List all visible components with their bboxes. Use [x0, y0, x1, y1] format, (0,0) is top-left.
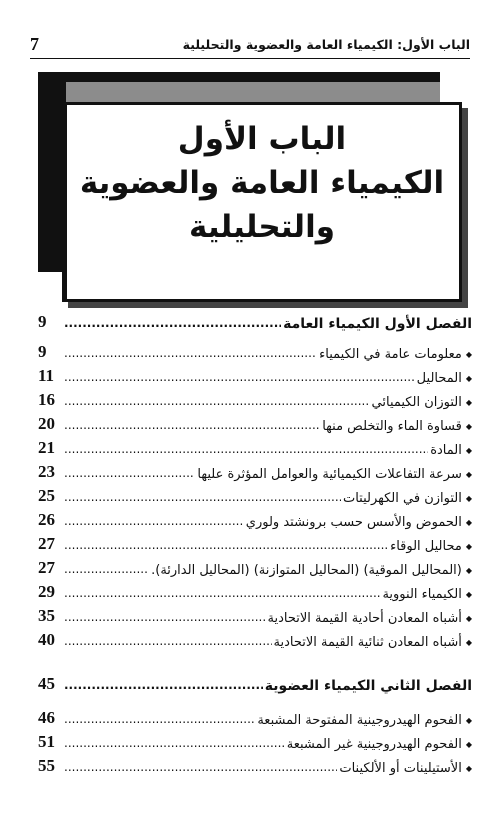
bullet-icon: ◆ — [465, 374, 472, 383]
toc-entry[interactable] — [38, 506, 472, 530]
toc-leader-dots — [64, 632, 272, 650]
toc-entry-text — [370, 395, 472, 410]
toc-entry-title: (المحاليل الموقية) (المحاليل المتوازنة) (المحاليل الدارئة). — [151, 563, 462, 578]
toc-entry-title: المادة — [430, 443, 462, 458]
toc-page-number: 9 — [38, 312, 47, 331]
toc-leader-dots — [64, 440, 428, 458]
bullet-icon: ◆ — [465, 470, 472, 479]
toc-entry-title: الأستيلينات أو الألكينات — [339, 761, 462, 776]
toc-entry-text — [317, 347, 472, 362]
toc-entry[interactable] — [38, 458, 472, 482]
toc-leader-dots — [64, 488, 341, 506]
toc-page-number: 26 — [38, 510, 55, 529]
bullet-icon: ◆ — [465, 566, 472, 575]
toc-entry[interactable] — [38, 626, 472, 650]
toc-entry-text — [380, 587, 472, 602]
toc-entry-title: الفحوم الهيدروجينية غير المشبعة — [286, 737, 462, 752]
toc-entry-title: المحاليل — [416, 371, 462, 386]
toc-page-number: 51 — [38, 732, 55, 751]
toc-leader-dots — [64, 464, 195, 482]
toc-entry[interactable] — [38, 362, 472, 386]
toc-entry-text — [272, 635, 473, 650]
toc-page-number: 27 — [38, 534, 55, 553]
toc-page-number: 29 — [38, 582, 55, 601]
toc-entry-text — [337, 761, 472, 776]
chapter-title-box — [32, 72, 472, 304]
toc-page-number: 16 — [38, 390, 55, 409]
toc-page-number: 45 — [38, 674, 55, 693]
toc-entry-title: الحموض والأسس حسب برونشتد ولوري — [245, 515, 462, 530]
toc-entry-text — [415, 371, 472, 386]
toc-leader-dots — [64, 392, 370, 410]
toc-entry[interactable] — [38, 434, 472, 458]
toc-entry[interactable] — [38, 578, 472, 602]
chapter-title-line-3: والتحليلية — [189, 209, 335, 245]
toc-page-number: 40 — [38, 630, 55, 649]
toc-entry-title: سرعة التفاعلات الكيميائية والعوامل المؤثرة عليها — [197, 467, 462, 482]
toc-page-number: 11 — [38, 366, 55, 385]
toc-entry[interactable] — [38, 410, 472, 434]
toc-leader-dots — [64, 512, 244, 530]
bullet-icon: ◆ — [465, 740, 472, 749]
toc-entry-text — [320, 419, 472, 434]
bullet-icon: ◆ — [465, 422, 472, 431]
toc-entry[interactable] — [38, 752, 472, 776]
toc-entry-title: الكيمياء النووية — [382, 587, 462, 602]
bullet-icon: ◆ — [465, 518, 472, 527]
running-header — [30, 36, 470, 59]
bullet-icon: ◆ — [465, 542, 472, 551]
bullet-icon: ◆ — [465, 494, 472, 503]
toc-entry-title: أشباه المعادن ثنائية القيمة الاتحادية — [273, 635, 462, 650]
toc-leader-dots — [64, 734, 285, 752]
toc-entry-title: أشباه المعادن أحادية القيمة الاتحادية — [267, 611, 462, 626]
toc-entry[interactable] — [38, 530, 472, 554]
toc-entry-text — [255, 713, 472, 728]
toc-leader-dots — [64, 536, 388, 554]
toc-entry-title: قساوة الماء والتخلص منها — [322, 419, 462, 434]
toc-leader-dots — [64, 560, 149, 578]
toc-chapter-2[interactable] — [38, 670, 472, 694]
toc-page-number: 25 — [38, 486, 55, 505]
toc-entry-title: التوزان الكيميائي — [371, 395, 462, 410]
toc-leader-dots — [64, 676, 263, 694]
bullet-icon: ◆ — [465, 638, 472, 647]
toc-chapter-title: الفصل الثاني الكيمياء العضوية — [264, 678, 472, 694]
toc-leader-dots — [64, 758, 337, 776]
chapter-title-line-1: الباب الأول — [177, 121, 347, 157]
toc-chapter-title: الفصل الأول الكيمياء العامة — [283, 316, 472, 332]
bullet-icon: ◆ — [465, 590, 472, 599]
toc-leader-dots — [64, 710, 255, 728]
toc-entry-title: التوازن في الكهرليتات — [342, 491, 462, 506]
toc-entry-title: الفحوم الهيدروجينية المفتوحة المشبعة — [257, 713, 462, 728]
toc-leader-dots — [64, 416, 320, 434]
toc-entry[interactable] — [38, 704, 472, 728]
toc-entry-text — [388, 539, 472, 554]
toc-entry-title: معلومات عامة في الكيمياء — [319, 347, 462, 362]
toc-page-number: 9 — [38, 342, 47, 361]
toc-entry-text — [195, 467, 472, 482]
chapter-title — [65, 117, 459, 249]
toc-page-number: 23 — [38, 462, 55, 481]
bullet-icon: ◆ — [465, 764, 472, 773]
toc-page-number: 35 — [38, 606, 55, 625]
page-number: 7 — [30, 34, 39, 54]
toc-chapter-1[interactable] — [38, 308, 472, 332]
toc-entry-text — [244, 515, 472, 530]
bullet-icon: ◆ — [465, 716, 472, 725]
bullet-icon: ◆ — [465, 446, 472, 455]
chapter-title-line-2: الكيمياء العامة والعضوية — [79, 165, 445, 201]
toc-entry[interactable] — [38, 482, 472, 506]
toc-page-number: 46 — [38, 708, 55, 727]
toc-page-number: 20 — [38, 414, 55, 433]
toc-entry[interactable] — [38, 728, 472, 752]
toc-page-number: 27 — [38, 558, 55, 577]
toc-entry-text — [266, 611, 472, 626]
toc-entry[interactable] — [38, 554, 472, 578]
toc-entry-text — [341, 491, 472, 506]
bullet-icon: ◆ — [465, 614, 472, 623]
toc-leader-dots — [64, 368, 415, 386]
toc-entry[interactable] — [38, 338, 472, 362]
toc-leader-dots — [64, 314, 281, 332]
toc-entry[interactable] — [38, 602, 472, 626]
toc-page-number: 21 — [38, 438, 55, 457]
bullet-icon: ◆ — [465, 350, 472, 359]
toc-entry-text — [285, 737, 472, 752]
toc-leader-dots — [64, 584, 380, 602]
toc-leader-dots — [64, 608, 266, 626]
title-box-front-panel — [62, 102, 462, 302]
running-header-title: الباب الأول: الكيمياء العامة والعضوية والتحليلية — [182, 37, 470, 52]
toc-entry-title: محاليل الوقاء — [390, 539, 462, 554]
toc-page-number: 55 — [38, 756, 55, 775]
toc-entry-text — [149, 563, 472, 578]
toc-entry[interactable] — [38, 386, 472, 410]
toc-entry-text — [428, 443, 472, 458]
toc-leader-dots — [64, 344, 317, 362]
bullet-icon: ◆ — [465, 398, 472, 407]
